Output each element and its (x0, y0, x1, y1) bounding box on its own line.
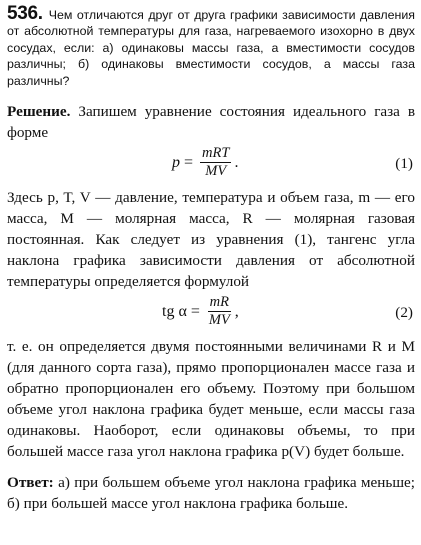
solution-label: Решение. (7, 103, 71, 121)
equation-1-formula (172, 145, 238, 180)
equation-2-formula (162, 294, 239, 329)
equation-1-fraction (200, 145, 231, 180)
equation-1-equals: = (184, 153, 194, 171)
solution-paragraph-3: т. е. он определяется двумя постоянными величинами R и M (для данного сорта газа), прямо пропорционален массе газа и обратно пропорционален его объему. Поэтому при большом объеме угол наклона графика будет меньше, если массы газа одинаковы. Наоборот, если одинаковы объемы, то при большей массе газа угол наклона графика p(V) будет больше. (7, 338, 415, 461)
equation-2-fraction (207, 294, 232, 329)
solution-paragraph-2: Здесь p, T, V — давление, температура и объем газа, m — его масса, M — молярная масса, R — молярная газовая постоянная. Как следует из уравнения (1), тангенс угла наклона графика зависимости давления от абсолютной температуры определяется формулой (7, 189, 415, 291)
equation-1-lhs: p (172, 153, 180, 171)
answer-label: Ответ: (7, 474, 54, 492)
equation-2-comma: , (234, 302, 239, 320)
equation-1-denominator: MV (205, 163, 227, 180)
equation-1-number: (1) (395, 155, 413, 173)
problem-statement (7, 3, 415, 89)
equation-2-lhs: tg α (162, 302, 187, 320)
textbook-page (7, 3, 415, 514)
equation-2 (7, 292, 415, 336)
answer-text: а) при большем объеме угол наклона графика меньше; б) при большей массе угол наклона графика больше. (7, 474, 415, 513)
equation-2-numerator: mR (209, 294, 229, 311)
equation-1 (7, 143, 415, 187)
solution-intro-text: Запишем уравнение состояния идеального газа в форме (7, 103, 415, 142)
equation-2-equals: = (190, 302, 200, 320)
problem-number: 536. (7, 3, 43, 24)
equation-2-denominator: MV (208, 312, 230, 329)
equation-1-numerator: mRT (202, 145, 230, 162)
solution-intro (7, 101, 415, 143)
problem-text: Чем отличаются друг от друга графики зависимости давления от абсолютной температуры для газа, нагреваемого изохорно в двух сосудах, если: а) одинаковы массы газа, а вместимости сосудов различны; б) одинаковы вместимости сосудов, а массы газа различны? (7, 8, 415, 88)
equation-2-number: (2) (395, 304, 413, 322)
answer (7, 472, 415, 514)
equation-1-period: . (234, 153, 239, 171)
